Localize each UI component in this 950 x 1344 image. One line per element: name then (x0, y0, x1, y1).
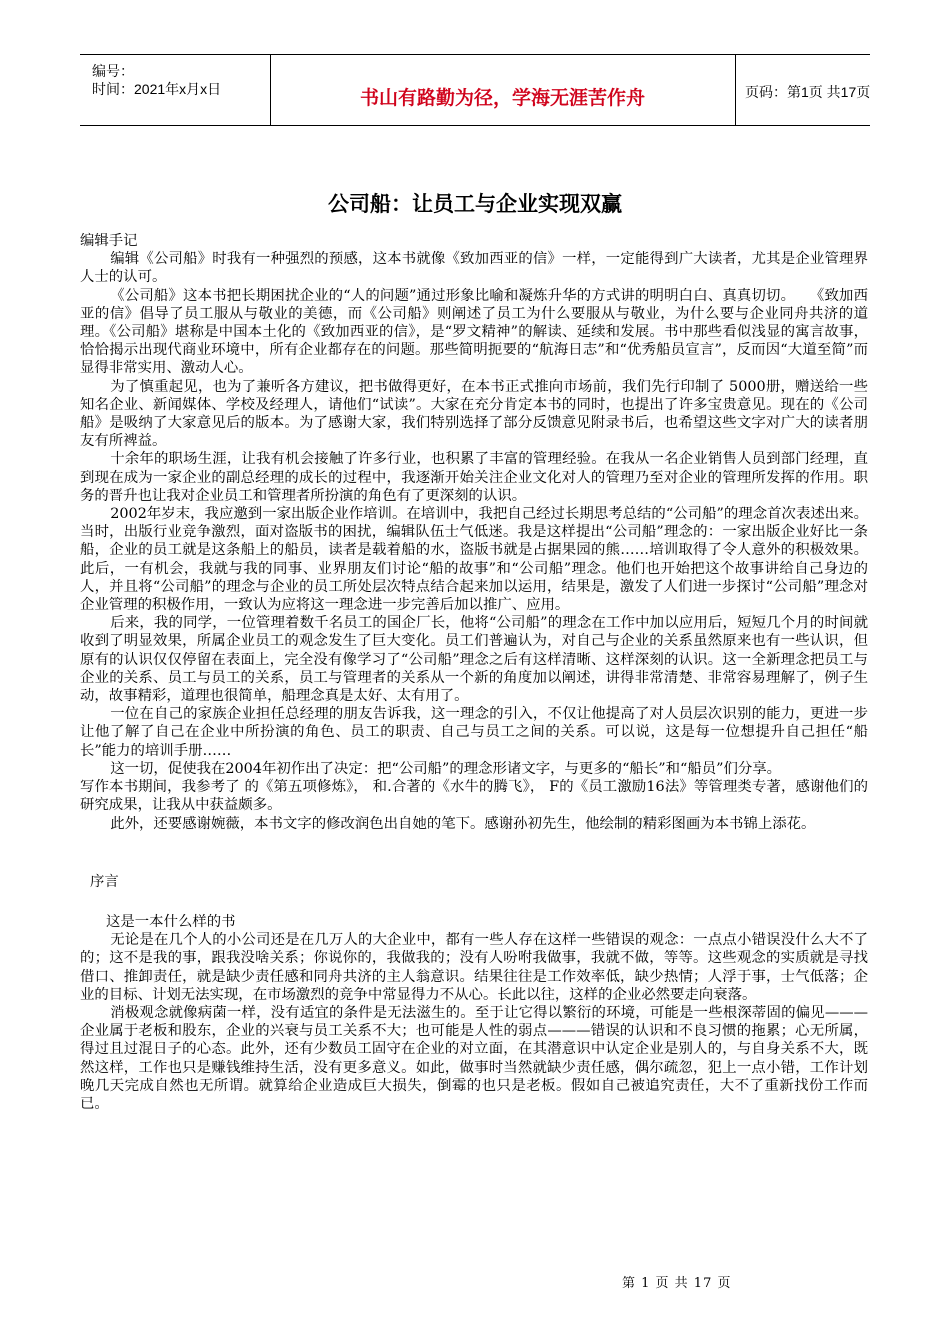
paragraph: 《公司船》这本书把长期困扰企业的“人的问题”通过形象比喻和凝炼升华的方式讲的明明白白、真真切切。 《致加西亚的信》倡导了员工服从与敬业的美德，而《公司船》则阐述了员工为什么要服从与敬业，为什么要与企业同舟共济的道理。《公司船》堪称是中国本土化的《致加西亚的信》，是“罗文精神”的解读、延续和发展。书中那些看似浅显的寓言故事，恰恰揭示出现代商业环境中，所有企业都存在的问题。那些简明扼要的“航海日志”和“优秀船员宣言”，反而因“大道至简”而显得非常实用、激动人心。 (80, 287, 868, 377)
preface-subheading: 这是一本什么样的书 (106, 913, 236, 930)
section-gap (80, 891, 868, 913)
header-page-cell (735, 55, 870, 125)
editor-notes-heading: 编辑手记 (80, 233, 138, 249)
paragraph: 2002年岁末，我应邀到一家出版企业作培训。在培训中，我把自己经过长期思考总结的“公司船”的理念首次表述出来。当时，出版行业竞争激烈，面对盗版书的困扰，编辑队伍士气低迷。我是这样提出“公司船”理念的：一家出版企业好比一条船，企业的员工就是这条船上的船员，读者是载着船的水，盗版书就是占据果园的熊……培训取得了令人意外的积极效果。此后，一有机会，我就与我的同事、业界朋友们讨论“船的故事”和“公司船”理念。他们也开始把这个故事讲给自己身边的人，并且将“公司船”的理念与企业的员工所处层次特点结合起来加以运用，结果是，激发了人们进一步探讨“公司船”理念对企业管理的积极作用，一致认为应将这一理念进一步完善后加以推广、应用。 (80, 506, 868, 614)
section-gap (80, 833, 868, 873)
paragraph: 十余年的职场生涯，让我有机会接触了许多行业，也积累了丰富的管理经验。在我从一名企业销售人员到部门经理，直到现在成为一家企业的副总经理的成长的过程中，我逐渐开始关注企业文化对人的管理乃至对企业的管理所发挥的作用。职务的晋升也让我对企业员工和管理者所扮演的角色有了更深刻的认识。 (80, 451, 868, 504)
paragraph: 这一切，促使我在2004年初作出了决定：把“公司船”的理念形诸文字，与更多的“船长”和“船员”们分享。 (110, 760, 782, 777)
document-body (80, 232, 868, 1113)
motto: 书山有路勤为径，学海无涯苦作舟 (359, 87, 645, 109)
page-info: 页码：第1页 共17页 (745, 84, 871, 100)
thanks-paragraph: 此外，还要感谢婉薇，本书文字的修改润色出自她的笔下。感谢孙初先生，他绘制的精彩图画为本书锦上添花。 (110, 815, 816, 832)
number-label: 编号： (92, 63, 134, 79)
paragraph: 无论是在几个人的小公司还是在几万人的大企业中，都有一些人存在这样一些错误的观念：一点点小错误没什么大不了的；这不是我的事，跟我没啥关系；你说你的，我做我的；没有人吩咐我做事，我就不做，等等。这些观念的实质就是寻找借口、推卸责任，就是缺少责任感和同舟共济的主人翁意识。结果往往是工作效率低，缺少热情；人浮于事，士气低落；企业的目标、计划无法实现，在市场激烈的竞争中常显得力不从心。长此以往，这样的企业必然要走向衰落。 (80, 932, 868, 1003)
document-title: 公司船：让员工与企业实现双赢 (328, 192, 622, 216)
header-left-cell (80, 55, 271, 125)
paragraph: 后来，我的同学，一位管理着数千名员工的国企厂长，他将“公司船”的理念在工作中加以应用后，短短几个月的时间就收到了明显效果，所属企业员工的观念发生了巨大变化。员工们普遍认为，对自己与企业的关系虽然原来也有一些认识，但原有的认识仅仅停留在表面上，完全没有像学习了“公司船”理念之后有这样清晰、这样深刻的认识。这一全新理念把员工与企业的关系、员工与员工的关系，员工与管理者的关系从一个新的角度加以阐述，讲得非常清楚、非常容易理解了，例子生动，故事精彩，道理也很简单，船理念真是太好、太有用了。 (80, 615, 868, 705)
paragraph: 编辑《公司船》时我有一种强烈的预感，这本书就像《致加西亚的信》一样，一定能得到广大读者，尤其是企业管理界人士的认可。 (80, 251, 868, 286)
paragraph: 为了慎重起见，也为了兼听各方建议，把书做得更好，在本书正式推向市场前，我们先行印制了 5000册，赠送给一些知名企业、新闻媒体、学校及经理人，请他们“试读”。大家在充分肯定本书的同时，也提出了许多宝贵意见。现在的《公司船》是吸纳了大家意见后的版本。为了感谢大家，我们特别选择了部分反馈意见附录书后，也希望这些文字对广大的读者朋友有所裨益。 (80, 378, 868, 450)
header-table (80, 54, 870, 126)
date-line: 时间：2021年x月x日 (92, 81, 222, 97)
preface-heading: 序言 (90, 873, 119, 890)
page-footer: 第 1 页 共 17 页 (622, 1276, 732, 1291)
writing-note-paragraph: 写作本书期间，我参考了 的《第五项修炼》， 和.合著的《水牛的腾飞》， F的《员工激励16法》等管理类专著，感谢他们的研究成果，让我从中获益颇多。 (80, 779, 868, 814)
paragraph: 消极观念就像病菌一样，没有适宜的条件是无法滋生的。至于让它得以繁衍的环境，可能是一些根深蒂固的偏见———企业属于老板和股东，企业的兴衰与员工关系不大；也可能是人性的弱点———错误的认识和不良习惯的拖累；心无所属，得过且过混日子的心态。此外，还有少数员工固守在企业的对立面，在其潜意识中认定企业是别人的，与自身关系不大，既然这样，工作也只是赚钱维持生活，没有更多意义。如此，做事时当然就缺少责任感，偶尔疏忽，犯上一点小错，工作计划晚几天完成自然也无所谓。就算给企业造成巨大损失，倒霉的也只是老板。假如自己被追究责任，大不了重新找份工作而已。 (80, 1004, 868, 1112)
header-motto-cell (270, 55, 736, 125)
paragraph: 一位在自己的家族企业担任总经理的朋友告诉我，这一理念的引入，不仅让他提高了对人员层次识别的能力，更进一步让他了解了自己在企业中所扮演的角色、员工的职责、自己与员工之间的关系。可以说，这是每一位想提升自己担任“船长”能力的培训手册…… (80, 706, 868, 759)
